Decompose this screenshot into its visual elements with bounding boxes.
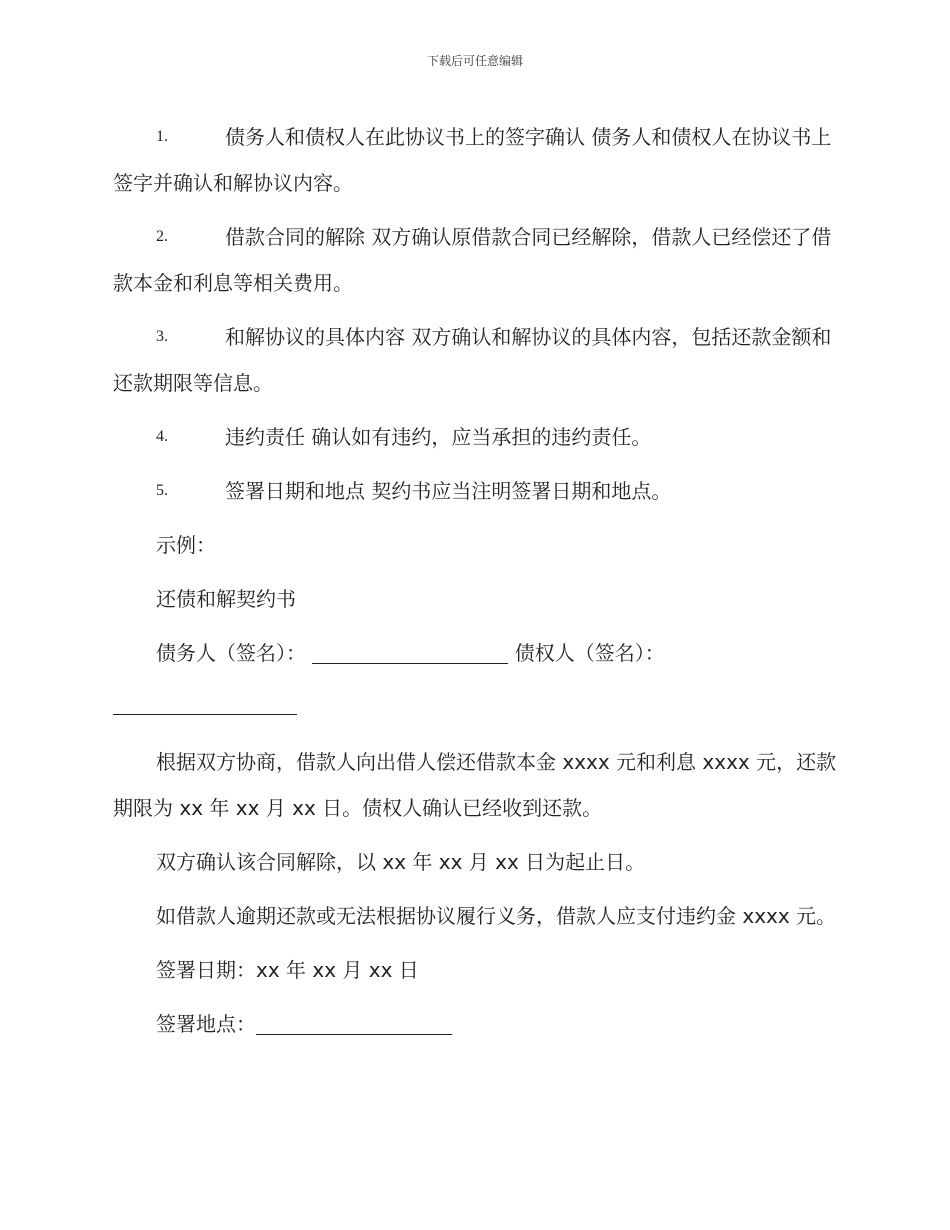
signature-line: [113, 630, 840, 676]
list-item: [113, 214, 840, 306]
penalty-paragraph: 如借款人逾期还款或无法根据协议履行义务，借款人应支付违约金 xxxx 元。: [156, 904, 837, 928]
page-header-note: 下载后可任意编辑: [426, 54, 523, 68]
list-item-number: 5.: [156, 482, 168, 499]
signing-date: 签署日期：xx 年 xx 月 xx 日: [156, 958, 419, 982]
list-item-text: 和解协议的具体内容 双方确认和解协议的具体内容，包括还款金额和还款期限等信息。: [113, 325, 832, 395]
list-item-text: 借款合同的解除 双方确认原借款合同已经解除，借款人已经偿还了借款本金和利息等相关费用。: [113, 225, 832, 295]
document-body: [113, 114, 840, 1055]
signing-place-blank: [256, 1014, 452, 1035]
example-title: 还债和解契约书: [156, 587, 296, 611]
list-item-number: 3.: [156, 328, 168, 345]
list-item-text: 债务人和债权人在此协议书上的签字确认 债务人和债权人在协议书上签字并确认和解协议内容。: [113, 125, 832, 195]
list-item: [113, 468, 840, 514]
debtor-signature-label: 债务人（签名）：: [156, 641, 306, 665]
list-item: [113, 114, 840, 206]
example-label: 示例：: [156, 533, 216, 557]
list-item-number: 1.: [156, 128, 168, 145]
repayment-paragraph: 根据双方协商，借款人向出借人偿还借款本金 xxxx 元和利息 xxxx 元，还款期限为 xx 年 xx 月 xx 日。债权人确认已经收到还款。: [113, 750, 837, 820]
list-item-number: 2.: [156, 228, 168, 245]
list-item-text: 签署日期和地点 契约书应当注明签署日期和地点。: [225, 479, 672, 503]
creditor-signature-label: 债权人（签名）：: [514, 641, 665, 665]
list-item-text: 违约责任 确认如有违约，应当承担的违约责任。: [225, 425, 652, 449]
creditor-signature-blank: [113, 684, 297, 715]
list-item: [113, 414, 840, 460]
termination-paragraph: 双方确认该合同解除，以 xx 年 xx 月 xx 日为起止日。: [156, 850, 646, 874]
signing-place-label: 签署地点：: [156, 1012, 256, 1036]
debtor-signature-blank: [312, 643, 508, 664]
list-item: [113, 314, 840, 406]
signing-place-line: [113, 1001, 840, 1047]
list-item-number: 4.: [156, 428, 168, 445]
